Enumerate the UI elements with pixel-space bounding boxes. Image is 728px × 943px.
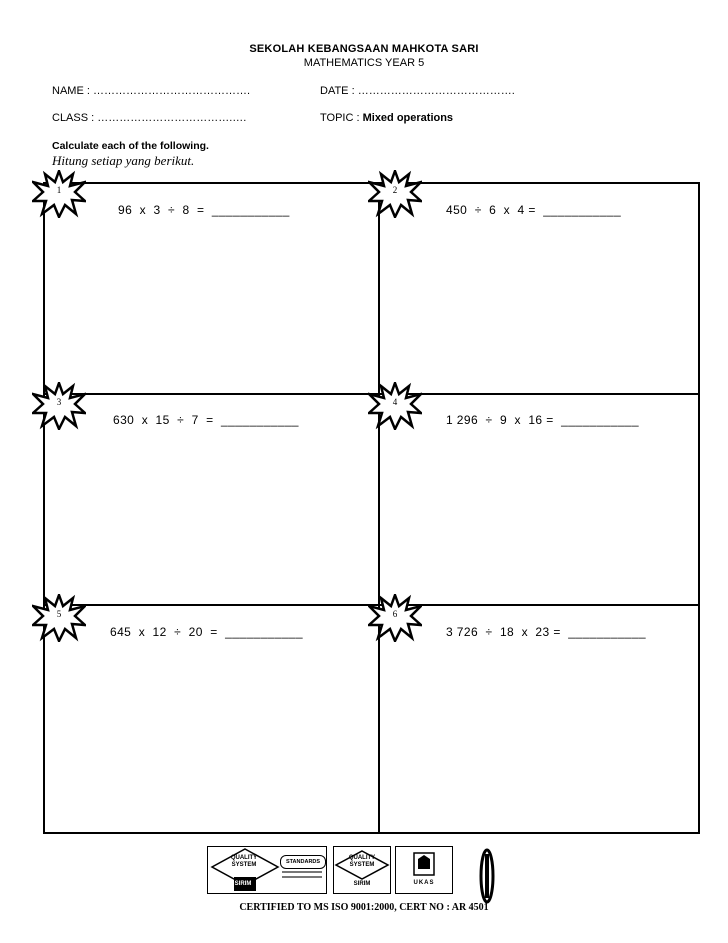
subject-title: MATHEMATICS YEAR 5 xyxy=(303,57,425,69)
date-field: DATE : ……………………………………. xyxy=(320,85,515,97)
class-field: CLASS : ……………………………….…. xyxy=(52,112,247,124)
question-number-4: 4 xyxy=(392,397,398,407)
starburst-badge-1 xyxy=(32,170,86,218)
instruction-english: Calculate each of the following. xyxy=(52,140,209,152)
question-number-1: 1 xyxy=(56,185,62,195)
logo3-sub: SIRIM xyxy=(353,881,371,887)
ukas-logo xyxy=(395,846,453,894)
school-name: SEKOLAH KEBANGSAAN MAHKOTA SARI xyxy=(249,43,479,55)
question-1: 96 x 3 ÷ 8 = ___________ xyxy=(118,203,290,217)
crown-icon xyxy=(396,849,452,879)
certification-logos xyxy=(207,846,495,896)
question-grid xyxy=(43,182,700,834)
starburst-badge-2 xyxy=(368,170,422,218)
name-field: NAME : ……………………………………. xyxy=(52,85,251,97)
sirim-quality-logo-2 xyxy=(333,846,391,894)
question-number-2: 2 xyxy=(392,185,398,195)
starburst-badge-4 xyxy=(368,382,422,430)
starburst-badge-5 xyxy=(32,594,86,642)
topic-field xyxy=(320,112,453,124)
logo3-text: QUALITY SYSTEM xyxy=(348,855,376,868)
starburst-badge-6 xyxy=(368,594,422,642)
logo4-text: UKAS xyxy=(413,880,435,886)
topic-value: Mixed operations xyxy=(362,112,454,124)
logo1-sub: SIRIM xyxy=(234,881,252,887)
question-number-5: 5 xyxy=(56,609,62,619)
sirim-quality-logo-1 xyxy=(207,846,327,894)
grid-divider-vertical xyxy=(378,182,380,834)
question-3: 630 x 15 ÷ 7 = ___________ xyxy=(113,413,299,427)
starburst-badge-3 xyxy=(32,382,86,430)
topic-label: TOPIC : xyxy=(320,112,363,124)
question-4: 1 296 ÷ 9 x 16 = ___________ xyxy=(446,413,639,427)
logo1-text: QUALITY SYSTEM xyxy=(230,855,258,868)
question-5: 645 x 12 ÷ 20 = ___________ xyxy=(110,625,303,639)
question-2: 450 ÷ 6 x 4 = ___________ xyxy=(446,203,622,217)
decorative-mark-icon xyxy=(478,846,496,906)
instruction-malay: Hitung setiap yang berikut. xyxy=(52,153,195,168)
standards-logo: STANDARDS xyxy=(280,855,326,869)
certification-text: CERTIFIED TO MS ISO 9001:2000, CERT NO : AR 4501 xyxy=(239,902,489,913)
question-6: 3 726 ÷ 18 x 23 = ___________ xyxy=(446,625,647,639)
question-number-3: 3 xyxy=(56,397,62,407)
question-number-6: 6 xyxy=(392,609,398,619)
